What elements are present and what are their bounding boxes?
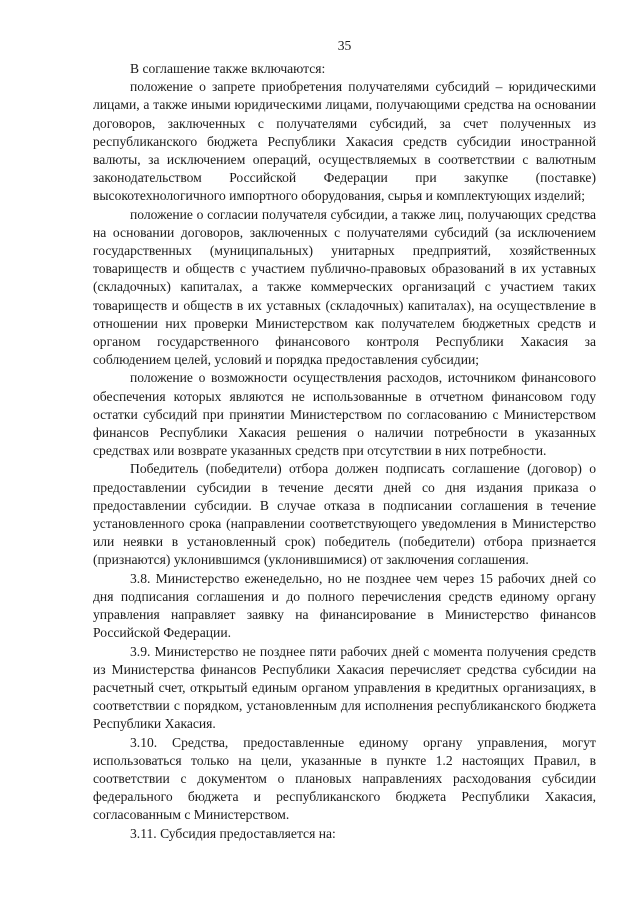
paragraph-3-10: 3.10. Средства, предоставленные единому органу управления, могут использоваться только на цели, указанные в пункте 1.2 настоящих Правил, в соответствии с документом о плановых направлениях расходования субсидии федерального бюджета и республиканского бюджета Республики Хакасия, согласованным с Министерством. (93, 734, 596, 823)
paragraph-3-11: 3.11. Субсидия предоставляется на: (130, 825, 336, 841)
paragraph-consent-to-inspection: положение о согласии получателя субсидии, а также лиц, получающих средства на основании договоров, заключенных с получателями субсидий (за исключением государственных (муниципальных) унитарных предприятий, хозяйственных товариществ и обществ с участием публично-правовых образований в их уставных (складочных) капиталах, а также коммерческих организаций с участием таких товариществ и обществ в их уставных (складочных) капиталах), на осуществление в отношении них проверки Министерством как получателем бюджетных средств и органом государственного финансового контроля Республики Хакасия за соблюдением целей, условий и порядка предоставления субсидии; (93, 206, 596, 368)
document-body (93, 60, 596, 843)
paragraph-unused-balances: положение о возможности осуществления расходов, источником финансового обеспечения которых являются не использованные в отчетном финансовом году остатки субсидий при принятии Министерством по согласованию с Министерством финансов Республики Хакасия решения о наличии потребности в указанных средствах или возврате указанных средств при отсутствии в них потребности. (93, 370, 596, 459)
paragraph-agreement-includes: В соглашение также включаются: (130, 61, 326, 76)
paragraph-currency-purchase-ban: положение о запрете приобретения получателями субсидий – юридическими лицами, а также иными юридическими лицами, получающими средства на основании договоров, заключенных с получателями субсидий, за счет полученных из республиканского бюджета Республики Хакасия средств субсидии иностранной валюты, за исключением операций, осуществляемых в соответствии с валютным законодательством Российской Федерации при закупке (поставке) высокотехнологичного импортного оборудования, сырья и комплектующих изделий; (93, 79, 596, 204)
paragraph-winner-signing: Победитель (победители) отбора должен подписать соглашение (договор) о предоставлении субсидии в течение десяти дней со дня издания приказа о предоставлении субсидии. В случае отказа в подписании соглашения в течение установленного срока (направлении соответствующего уведомления в Министерство или неявки в установленный срок) победитель (победители) отбора признается (признаются) уклонившимся (уклонившимися) от заключения соглашения. (93, 461, 596, 568)
paragraph-3-9: 3.9. Министерство не позднее пяти рабочих дней с момента получения средств из Министерства финансов Республики Хакасия перечисляет средства субсидии на расчетный счет, открытый единым органом управления в кредитных организациях, в соответствии с порядком, установленным для исполнения республиканского бюджета Республики Хакасия. (93, 643, 596, 732)
paragraph-3-8: 3.8. Министерство еженедельно, но не позднее чем через 15 рабочих дней со дня подписания соглашения и до полного перечисления средств единому органу управления направляет заявку на финансирование в Министерство финансов Российской Федерации. (93, 570, 596, 641)
page-number: 35 (337, 38, 352, 53)
